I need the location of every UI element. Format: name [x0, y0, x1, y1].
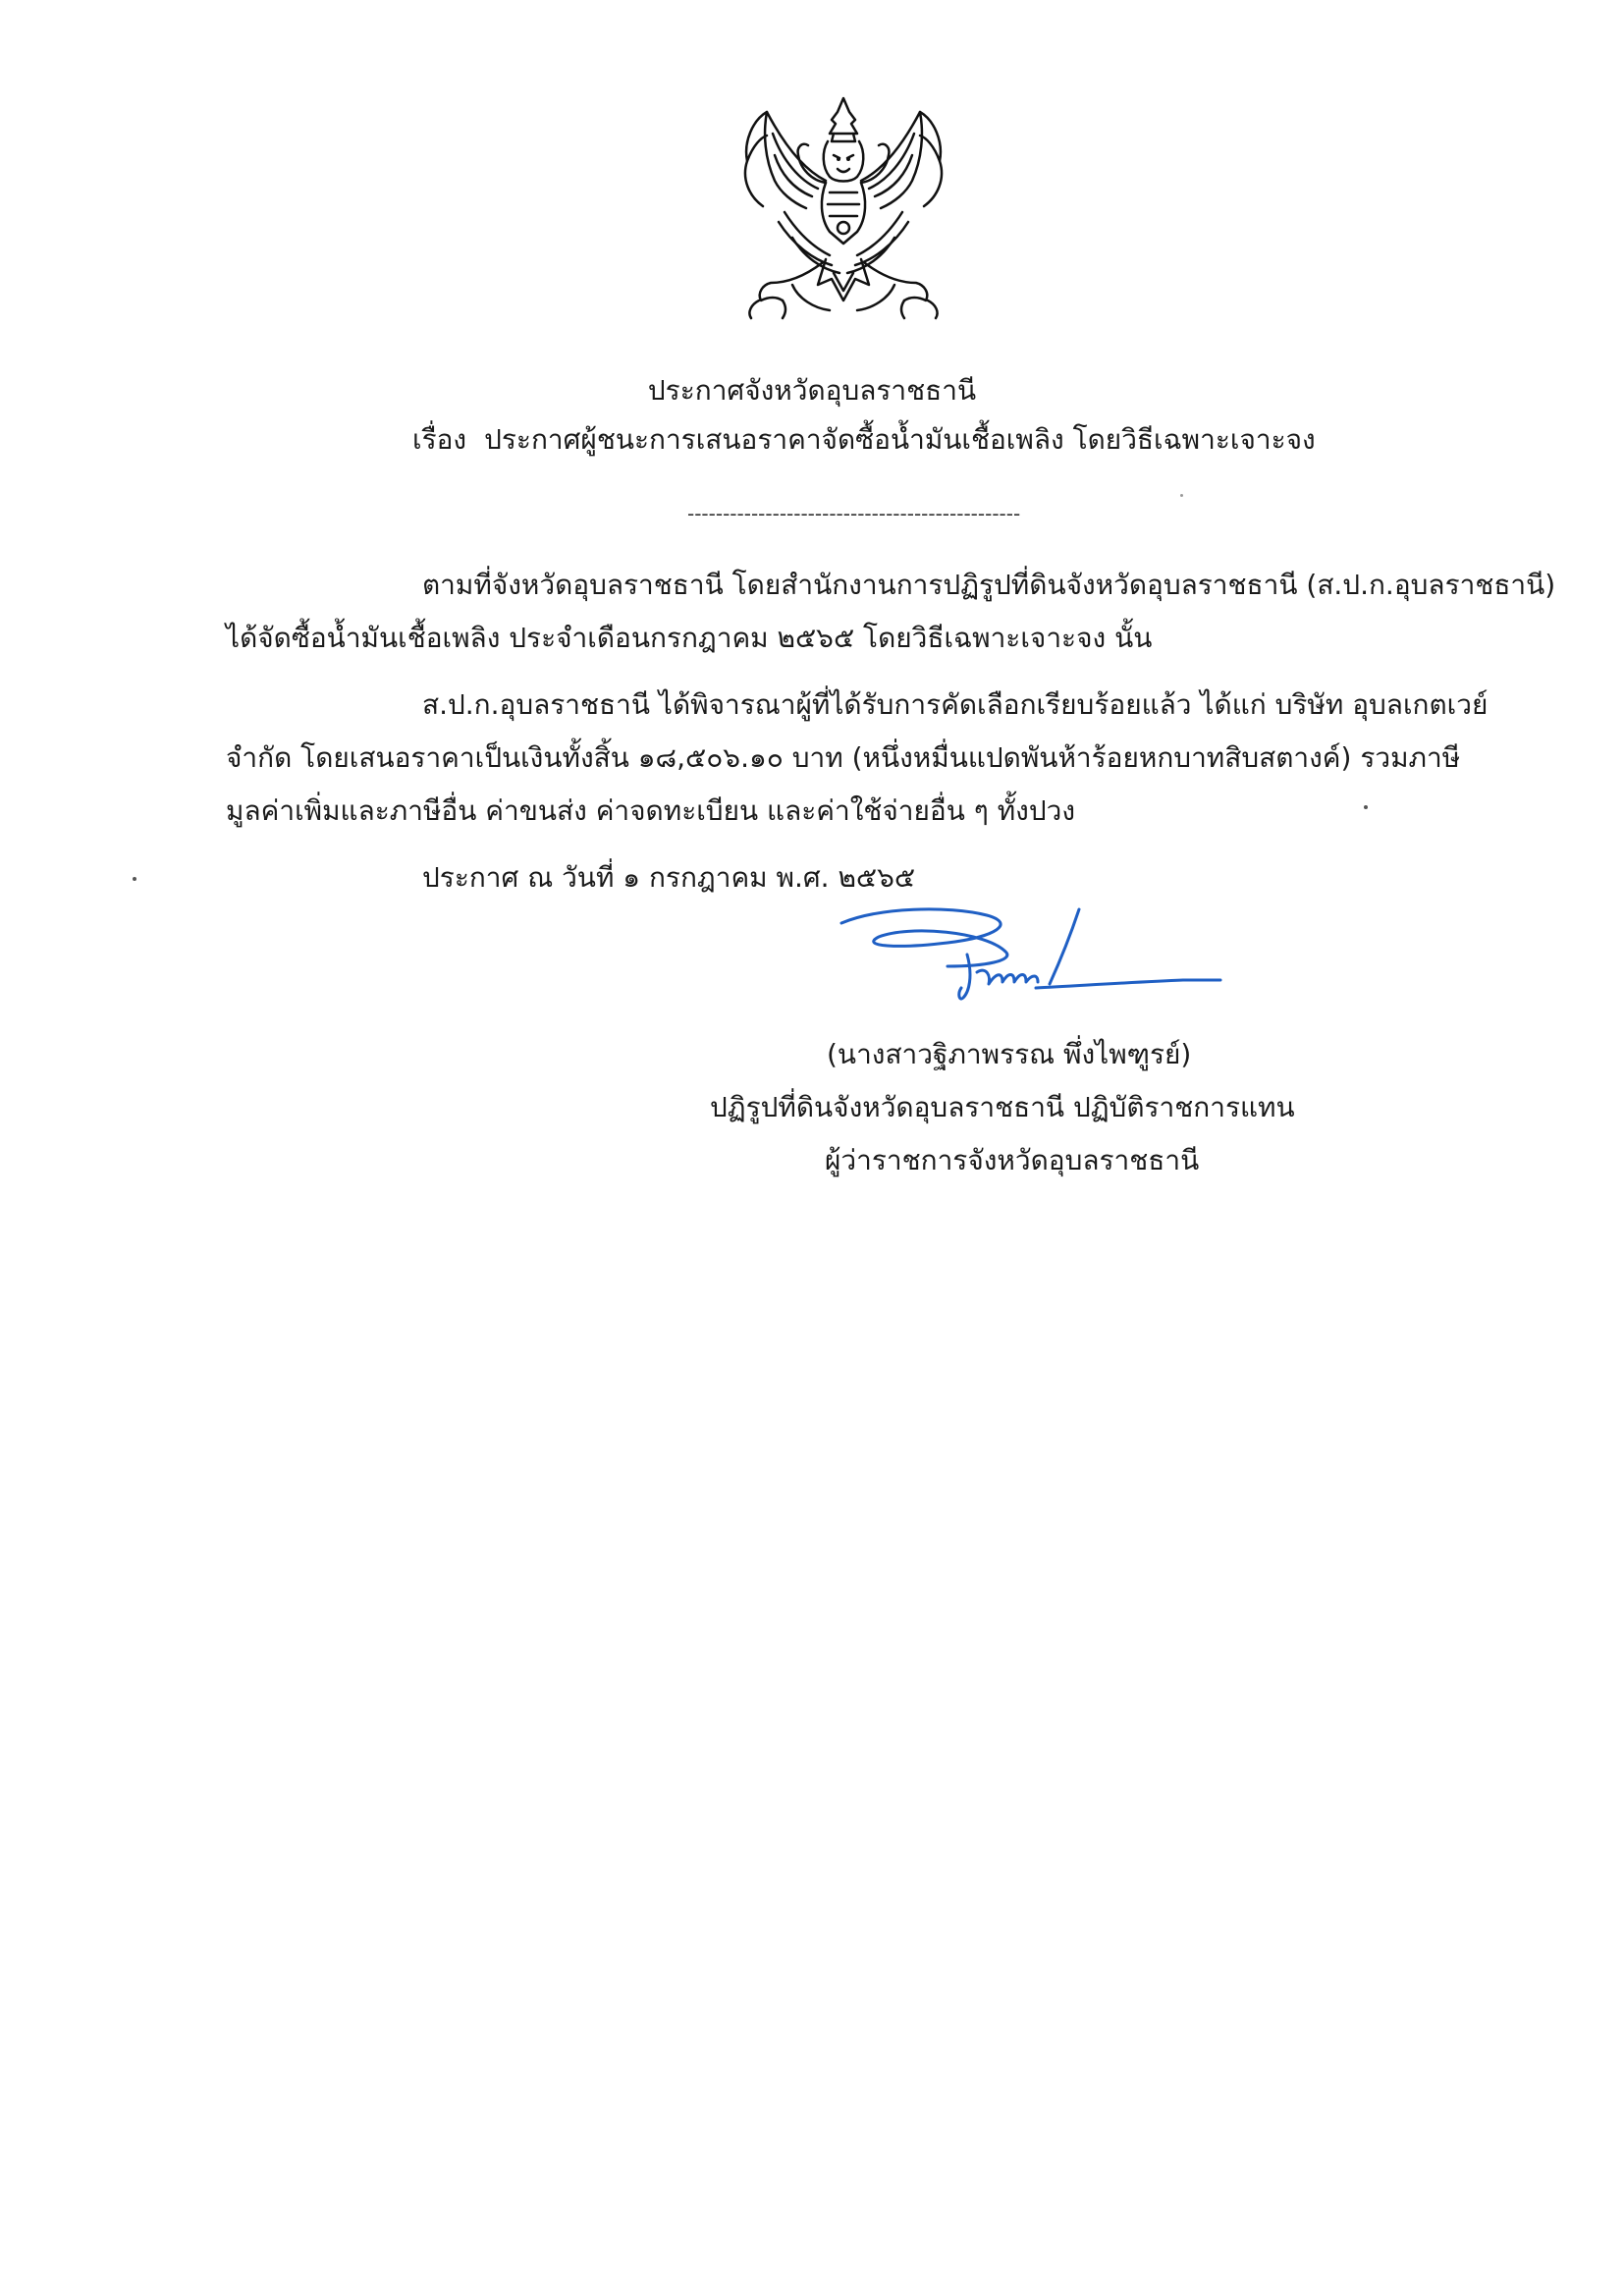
signature-image: [839, 903, 1222, 1021]
scan-speck: [133, 877, 136, 881]
paragraph-1-line-2: ได้จัดซื้อน้ำมันเชื้อเพลิง ประจำเดือนกรกฎาคม ๒๕๖๕ โดยวิธีเฉพาะเจาะจง นั้น: [226, 622, 1153, 654]
subject-line: [412, 422, 1316, 458]
subject-label: เรื่อง: [412, 423, 467, 456]
separator-line: -----------------------------------------------: [687, 502, 1021, 525]
scan-speck: [1364, 805, 1368, 809]
signatory-position-line-1: ปฏิรูปที่ดินจังหวัดอุบลราชธานี ปฏิบัติราชการแทน: [710, 1091, 1295, 1123]
paragraph-1-line-1: ตามที่จังหวัดอุบลราชธานี โดยสำนักงานการปฏิรูปที่ดินจังหวัดอุบลราชธานี (ส.ป.ก.อุบลราชธานี): [422, 569, 1556, 601]
page-title: ประกาศจังหวัดอุบลราชธานี: [647, 374, 977, 407]
paragraph-2-line-2: จำกัด โดยเสนอราคาเป็นเงินทั้งสิ้น ๑๘,๕๐๖.๑๐ บาท (หนึ่งหมื่นแปดพันห้าร้อยหกบาทสิบสตางค์) รวมภาษี: [226, 741, 1461, 774]
scan-speck: [1180, 494, 1183, 497]
paragraph-2-line-1: ส.ป.ก.อุบลราชธานี ได้พิจารณาผู้ที่ได้รับการคัดเลือกเรียบร้อยแล้ว ได้แก่ บริษัท อุบลเกตเวย์: [422, 688, 1489, 721]
announcement-date: ประกาศ ณ วันที่ ๑ กรกฎาคม พ.ศ. ๒๕๖๕: [422, 861, 916, 894]
paragraph-2-line-3: มูลค่าเพิ่มและภาษีอื่น ค่าขนส่ง ค่าจดทะเบียน และค่าใช้จ่ายอื่น ๆ ทั้งปวง: [226, 794, 1076, 827]
garuda-emblem-icon: [724, 90, 964, 331]
signatory-position-line-2: ผู้ว่าราชการจังหวัดอุบลราชธานี: [825, 1144, 1200, 1176]
subject-text: ประกาศผู้ชนะการเสนอราคาจัดซื้อน้ำมันเชื้อเพลิง โดยวิธีเฉพาะเจาะจง: [484, 423, 1316, 456]
signatory-name: (นางสาวฐิภาพรรณ พึ่งไพฑูรย์): [827, 1038, 1192, 1070]
